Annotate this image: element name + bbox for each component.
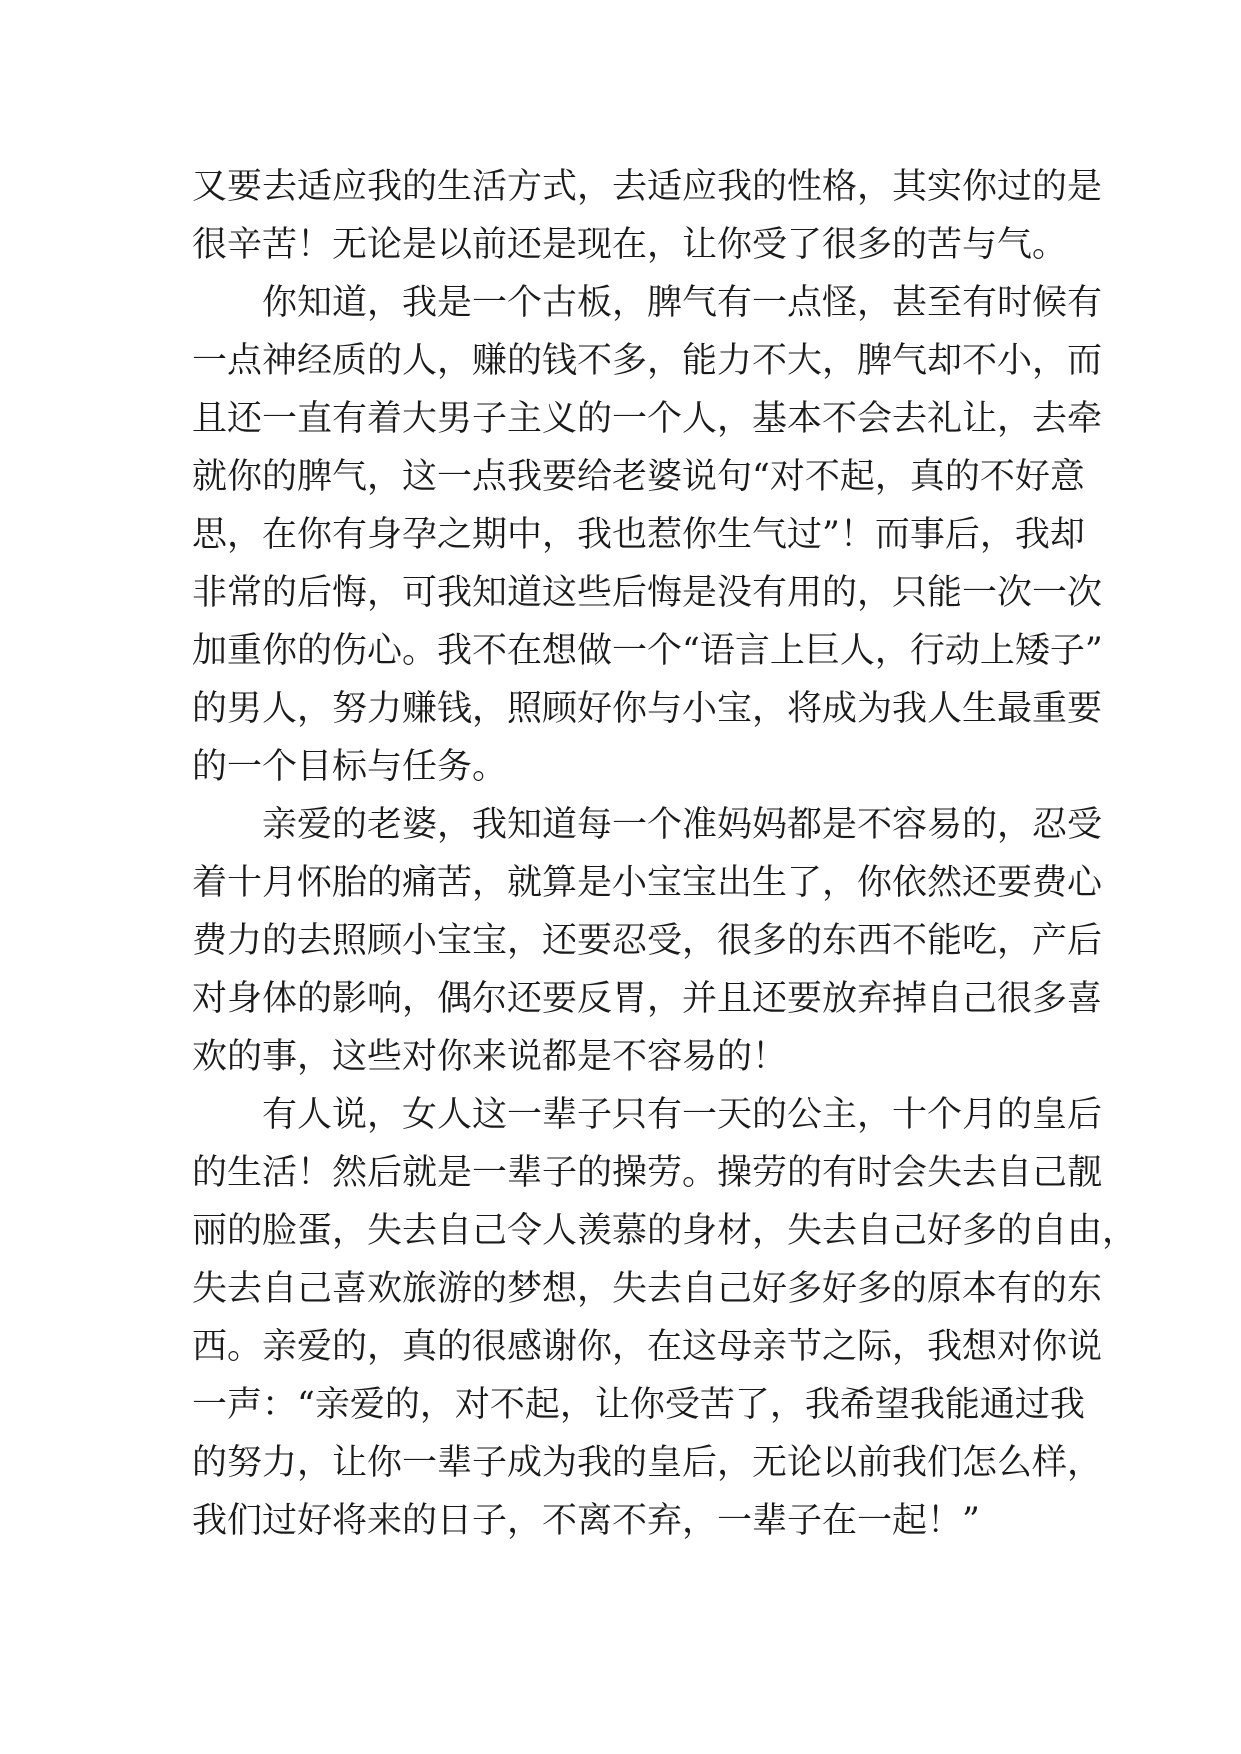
paragraph-4-line-1: 有人说，女人这一辈子只有一天的公主，十个月的皇后 [262, 1095, 1103, 1135]
paragraph-4-line-3: 丽的脸蛋，失去自己令人羡慕的身材，失去自己好多的自由， [192, 1211, 1138, 1251]
paragraph-1-line-2: 很辛苦！无论是以前还是现在，让你受了很多的苦与气。 [192, 225, 1068, 265]
paragraph-4-line-2: 的生活！然后就是一辈子的操劳。操劳的有时会失去自己靓 [192, 1153, 1103, 1193]
paragraph-2-line-2: 一点神经质的人，赚的钱不多，能力不大，脾气却不小，而 [192, 341, 1103, 381]
paragraph-4-line-4: 失去自己喜欢旅游的梦想，失去自己好多好多的原本有的东 [192, 1269, 1103, 1309]
paragraph-4-line-7: 的努力，让你一辈子成为我的皇后，无论以前我们怎么样， [192, 1443, 1103, 1483]
paragraph-1 [192, 158, 1103, 274]
paragraph-2-line-9: 的一个目标与任务。 [192, 747, 508, 787]
paragraph-2-line-8: 的男人，努力赚钱，照顾好你与小宝，将成为我人生最重要 [192, 689, 1103, 729]
paragraph-2 [192, 274, 1103, 796]
paragraph-2-line-3: 且还一直有着大男子主义的一个人，基本不会去礼让，去牵 [192, 399, 1103, 439]
paragraph-2-line-7: 加重你的伤心。我不在想做一个“语言上巨人，行动上矮子” [192, 631, 1103, 671]
paragraph-3-line-5: 欢的事，这些对你来说都是不容易的！ [192, 1037, 788, 1077]
paragraph-3 [192, 796, 1103, 1086]
paragraph-3-line-4: 对身体的影响，偶尔还要反胃，并且还要放弃掉自己很多喜 [192, 979, 1103, 1019]
paragraph-2-line-1: 你知道，我是一个古板，脾气有一点怪，甚至有时候有 [262, 283, 1103, 323]
letter-body [192, 158, 1138, 1550]
paragraph-1-line-1: 又要去适应我的生活方式，去适应我的性格，其实你过的是 [192, 167, 1103, 207]
paragraph-4 [192, 1086, 1138, 1550]
paragraph-3-line-1: 亲爱的老婆，我知道每一个准妈妈都是不容易的，忍受 [262, 805, 1103, 845]
paragraph-2-line-5: 思，在你有身孕之期中，我也惹你生气过”！而事后，我却 [192, 515, 1085, 555]
paragraph-3-line-3: 费力的去照顾小宝宝，还要忍受，很多的东西不能吃，产后 [192, 921, 1103, 961]
paragraph-2-line-6: 非常的后悔，可我知道这些后悔是没有用的，只能一次一次 [192, 573, 1103, 613]
paragraph-4-line-6: 一声：“亲爱的，对不起，让你受苦了，我希望我能通过我 [192, 1385, 1085, 1425]
paragraph-4-line-8: 我们过好将来的日子，不离不弃，一辈子在一起！” [192, 1501, 980, 1541]
paragraph-2-line-4: 就你的脾气，这一点我要给老婆说句“对不起，真的不好意 [192, 457, 1085, 497]
paragraph-4-line-5: 西。亲爱的，真的很感谢你，在这母亲节之际，我想对你说 [192, 1327, 1103, 1367]
paragraph-3-line-2: 着十月怀胎的痛苦，就算是小宝宝出生了，你依然还要费心 [192, 863, 1103, 903]
